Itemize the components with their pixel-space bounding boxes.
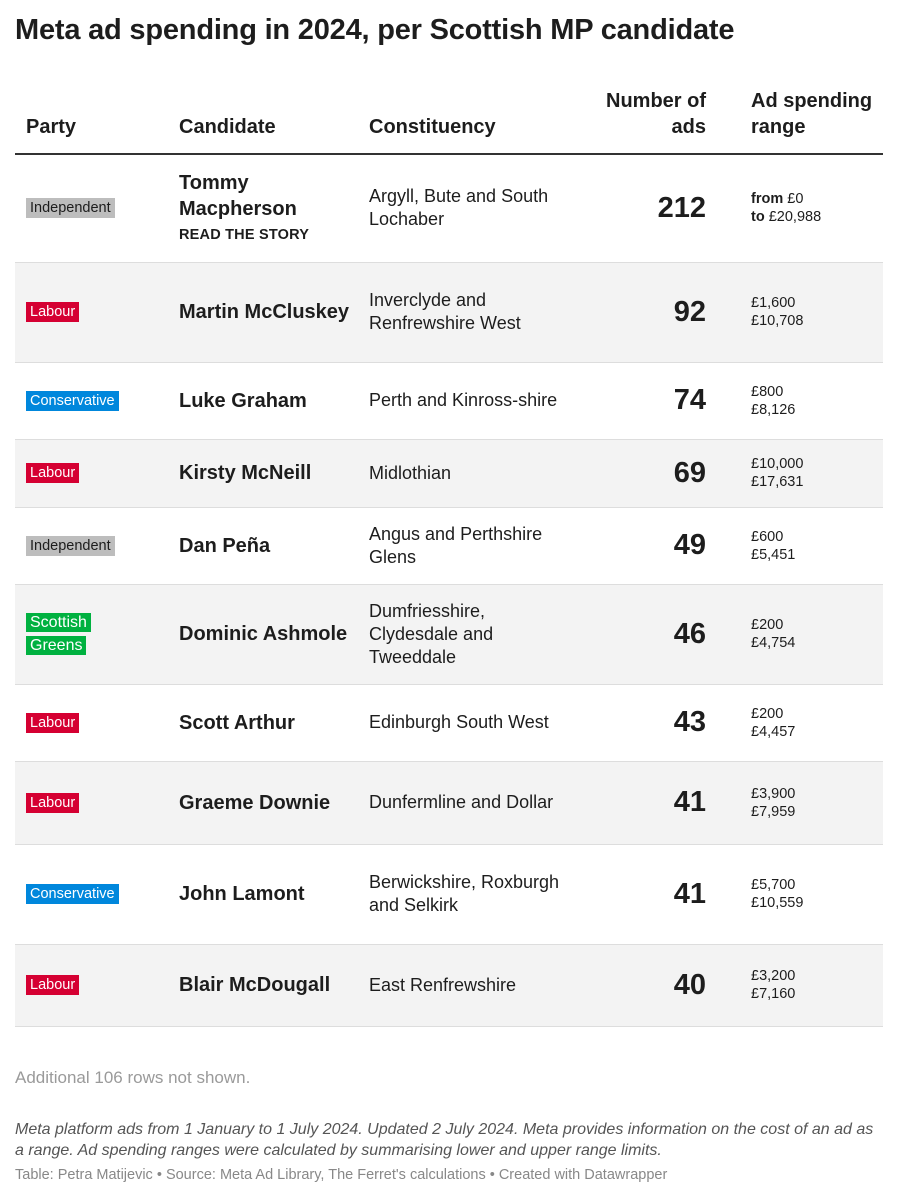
table-row [15,262,883,362]
range-high [751,723,883,741]
number-of-ads-cell: 69 [579,439,743,507]
header-party[interactable]: Party [15,88,179,154]
range-low-value: £3,900 [751,785,796,802]
range-low-value: £800 [751,383,784,400]
spending-range-cell [743,507,883,584]
party-cell [15,684,179,761]
range-high-value: £4,754 [751,635,796,651]
party-badge: Scottish Greens [26,613,91,655]
spending-range-cell [743,584,883,684]
ad-spending-table [15,88,883,1027]
party-badge: Labour [26,793,79,813]
candidate-name: Dominic Ashmole [179,623,348,645]
party-cell [15,584,179,684]
candidate-name: Dan Peña [179,534,271,557]
candidate-name: Tommy Macpherson [179,172,297,221]
party-badge: Conservative [26,884,119,904]
candidate-name: Graeme Downie [179,791,331,814]
candidate-cell [179,844,369,944]
constituency-cell: Inverclyde and Renfrewshire West [369,262,579,362]
constituency-cell: Berwickshire, Roxburgh and Selkirk [369,844,579,944]
range-low-value: £200 [751,705,784,722]
table-row [15,944,883,1026]
range-high [751,208,883,226]
range-low [751,190,883,208]
spending-range-cell [743,684,883,761]
range-high [751,634,883,652]
range-high [751,803,883,821]
candidate-cell [179,439,369,507]
candidate-name: Martin McCluskey [179,301,350,323]
range-high-value: £5,451 [751,546,796,563]
range-high [751,401,883,419]
header-ad-spending-range[interactable]: Ad spending range [743,88,883,154]
party-badge: Independent [26,536,115,556]
range-high [751,473,883,491]
range-high-value: £7,160 [751,986,796,1002]
table-row [15,684,883,761]
range-high [751,894,883,912]
range-low-value: £5,700 [751,877,796,893]
party-cell [15,439,179,507]
range-low-value: £1,600 [751,295,796,311]
range-high-value: £4,457 [751,723,796,740]
party-badge: Labour [26,463,79,483]
range-low [751,785,883,803]
constituency-cell: Dumfriesshire, Clydesdale and Tweeddale [369,584,579,684]
range-high-value: £8,126 [751,401,796,418]
candidate-name: John Lamont [179,883,305,905]
constituency-cell: East Renfrewshire [369,944,579,1026]
range-low [751,294,883,312]
range-high [751,985,883,1003]
header-number-of-ads[interactable]: Number of ads [579,88,743,154]
read-story-link[interactable]: READ THE STORY [179,227,310,244]
candidate-name: Kirsty McNeill [179,462,312,484]
spending-range-cell [743,844,883,944]
party-badge: Independent [26,198,115,218]
table-row [15,761,883,844]
range-low-value: £200 [751,617,784,633]
party-cell [15,944,179,1026]
party-badge: Labour [26,302,79,322]
range-to-label: to [751,209,765,226]
table-body [15,154,883,1026]
candidate-name: Luke Graham [179,389,307,412]
range-low [751,455,883,473]
number-of-ads-cell: 46 [579,584,743,684]
range-high-value: £20,988 [768,209,822,226]
range-low [751,383,883,401]
constituency-cell: Dunfermline and Dollar [369,761,579,844]
constituency-cell: Perth and Kinross-shire [369,362,579,439]
range-low [751,616,883,634]
range-from-label: from [751,191,784,208]
range-high [751,546,883,564]
candidate-cell [179,584,369,684]
range-high-value: £17,631 [751,474,804,490]
range-low-value: £600 [751,528,784,545]
table-row [15,154,883,262]
rows-not-shown-note: Additional 106 rows not shown. [15,1068,251,1087]
table-row [15,844,883,944]
party-cell [15,761,179,844]
party-badge: Labour [26,713,79,733]
spending-range-cell [743,262,883,362]
range-low-value: £10,000 [751,456,804,472]
chart-credit: Table: Petra Matijevic • Source: Meta Ad Library, The Ferret's calculations • Created with Datawrapper [15,1167,668,1183]
number-of-ads-cell: 41 [579,761,743,844]
candidate-cell [179,262,369,362]
range-low-value: £0 [787,191,804,208]
party-cell [15,262,179,362]
party-badge: Conservative [26,391,119,411]
candidate-cell [179,684,369,761]
header-row [15,88,883,154]
candidate-name: Scott Arthur [179,711,295,734]
party-badge: Labour [26,975,79,995]
number-of-ads-cell: 212 [579,154,743,262]
range-high [751,312,883,330]
table-row [15,507,883,584]
party-cell [15,154,179,262]
party-cell [15,507,179,584]
spending-range-cell [743,362,883,439]
range-high-value: £10,708 [751,313,804,329]
number-of-ads-cell: 74 [579,362,743,439]
range-low [751,528,883,546]
spending-range-cell [743,439,883,507]
candidate-cell [179,154,369,262]
header-candidate[interactable]: Candidate [179,88,369,154]
number-of-ads-cell: 41 [579,844,743,944]
table-row [15,439,883,507]
spending-range-cell [743,761,883,844]
constituency-cell: Argyll, Bute and South Lochaber [369,154,579,262]
candidate-cell [179,507,369,584]
spending-range-cell [743,154,883,262]
range-low [751,876,883,894]
number-of-ads-cell: 40 [579,944,743,1026]
chart-title: Meta ad spending in 2024, per Scottish MP candidate [15,14,735,46]
constituency-cell: Angus and Perthshire Glens [369,507,579,584]
number-of-ads-cell: 49 [579,507,743,584]
candidate-cell [179,944,369,1026]
table-row [15,362,883,439]
range-high-value: £10,559 [751,895,804,911]
constituency-cell: Edinburgh South West [369,684,579,761]
candidate-name: Blair McDougall [179,974,331,996]
spending-range-cell [743,944,883,1026]
party-cell [15,844,179,944]
range-low [751,705,883,723]
table-row [15,584,883,684]
candidate-cell [179,761,369,844]
number-of-ads-cell: 92 [579,262,743,362]
range-low [751,967,883,985]
header-constituency[interactable]: Constituency [369,88,579,154]
party-cell [15,362,179,439]
range-low-value: £3,200 [751,968,796,984]
number-of-ads-cell: 43 [579,684,743,761]
constituency-cell: Midlothian [369,439,579,507]
range-high-value: £7,959 [751,803,796,820]
candidate-cell [179,362,369,439]
chart-notes: Meta platform ads from 1 January to 1 July 2024. Updated 2 July 2024. Meta provides information on the cost of an ad as a range. Ad spending ranges were calculated by summarising lower and upper range limits. [15,1121,874,1159]
